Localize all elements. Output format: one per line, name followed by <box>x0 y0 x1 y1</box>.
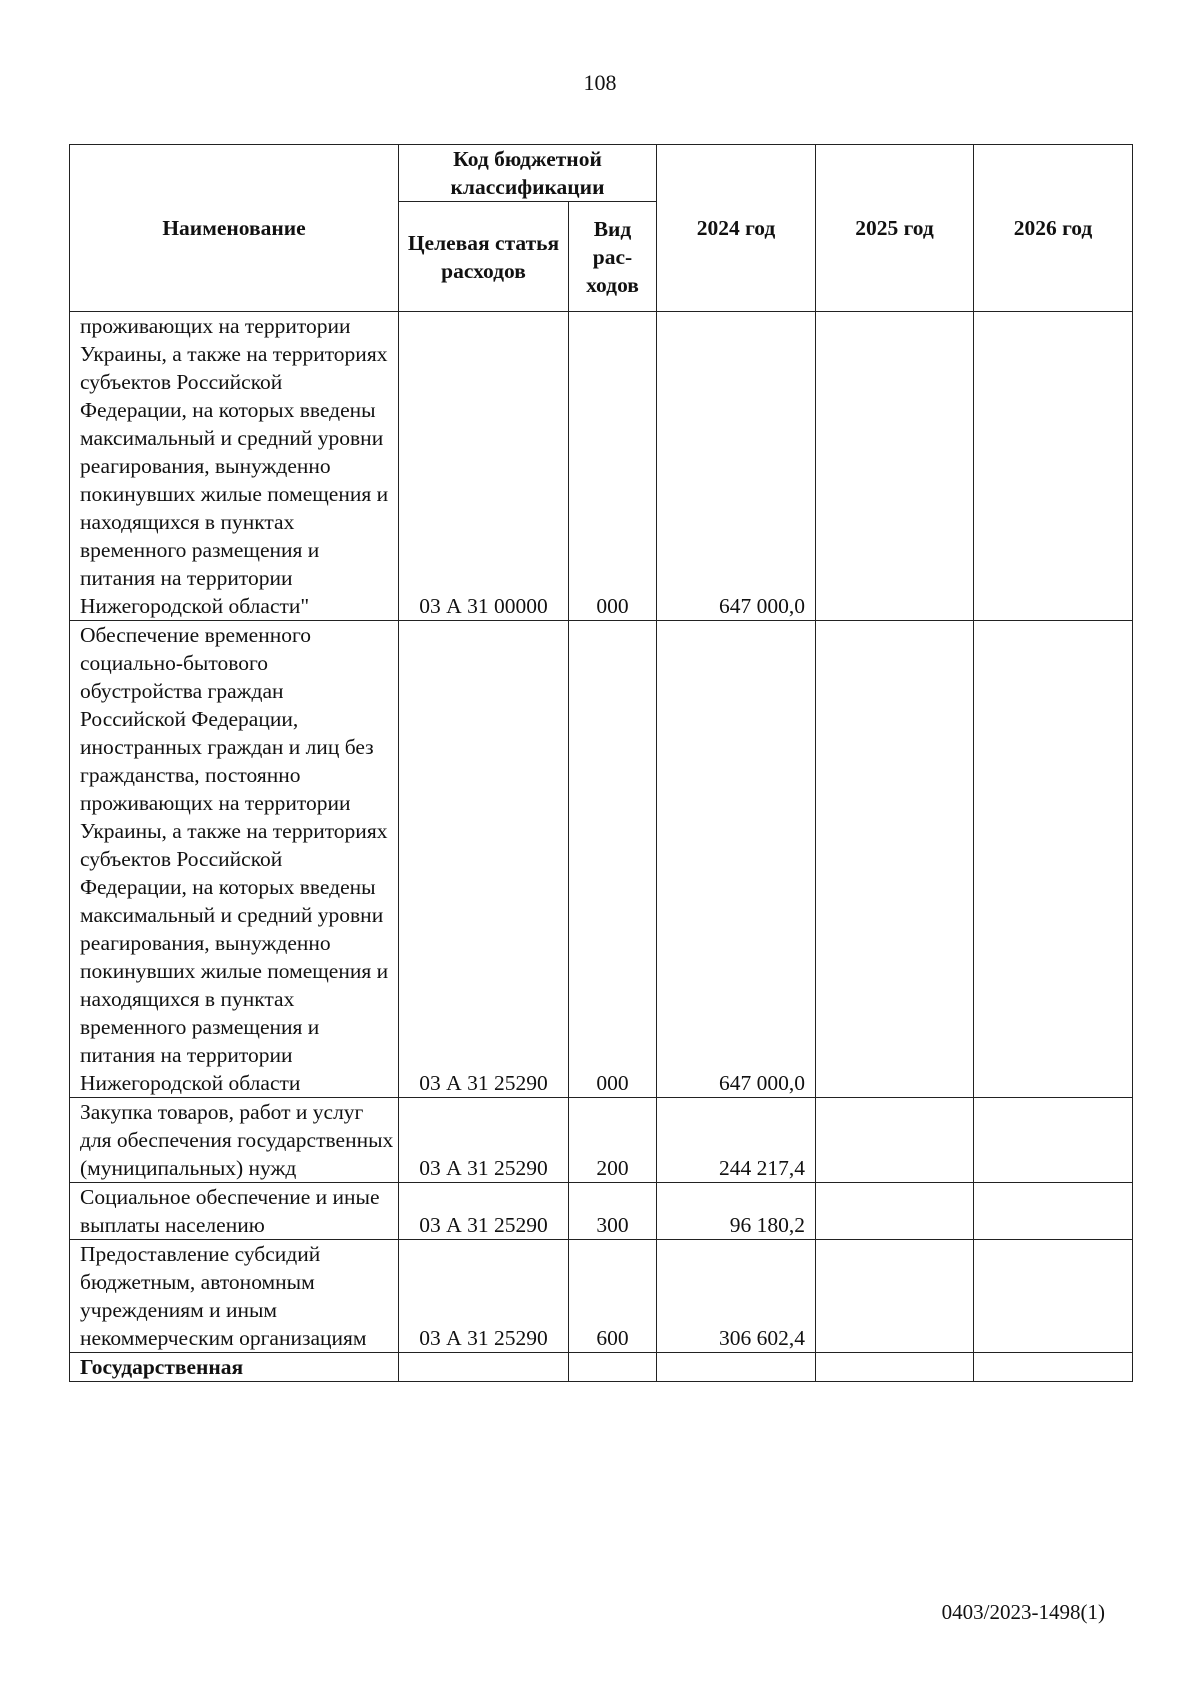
row-target-item: 03 А 31 25290 <box>399 1240 569 1353</box>
row-expense-type <box>569 1353 657 1382</box>
row-target-item <box>399 1353 569 1382</box>
row-expense-type: 000 <box>569 621 657 1098</box>
row-name: Государственная <box>70 1353 399 1382</box>
row-name: Социальное обеспечение и иные выплаты населению <box>70 1183 399 1240</box>
row-amount-2026 <box>974 312 1133 621</box>
row-amount-2025 <box>816 1240 974 1353</box>
page-number: 108 <box>583 70 617 95</box>
row-amount-2026 <box>974 1353 1133 1382</box>
row-amount-2024: 96 180,2 <box>657 1183 816 1240</box>
row-amount-2024: 647 000,0 <box>657 312 816 621</box>
row-target-item: 03 А 31 25290 <box>399 1098 569 1183</box>
budget-table <box>69 144 1133 1382</box>
row-amount-2024: 306 602,4 <box>657 1240 816 1353</box>
header-row-top <box>70 145 1133 202</box>
table-row <box>70 1183 1133 1240</box>
row-target-item: 03 А 31 25290 <box>399 621 569 1098</box>
header-name: Наименование <box>70 145 399 312</box>
row-amount-2025 <box>816 1183 974 1240</box>
row-expense-type: 200 <box>569 1098 657 1183</box>
row-name: Предоставление субсидий бюджетным, автономным учреждениям и иным некоммерческим организациям <box>70 1240 399 1353</box>
row-amount-2025 <box>816 312 974 621</box>
row-amount-2025 <box>816 1353 974 1382</box>
row-target-item: 03 А 31 25290 <box>399 1183 569 1240</box>
row-amount-2025 <box>816 621 974 1098</box>
row-expense-type: 600 <box>569 1240 657 1353</box>
row-expense-type: 000 <box>569 312 657 621</box>
header-2026: 2026 год <box>974 145 1133 312</box>
table-row <box>70 621 1133 1098</box>
row-amount-2025 <box>816 1098 974 1183</box>
row-amount-2024: 647 000,0 <box>657 621 816 1098</box>
table-row <box>70 1098 1133 1183</box>
header-classification: Код бюджетной классификации <box>399 145 657 202</box>
row-amount-2026 <box>974 621 1133 1098</box>
row-amount-2024: 244 217,4 <box>657 1098 816 1183</box>
row-amount-2026 <box>974 1183 1133 1240</box>
table-row <box>70 1240 1133 1353</box>
header-target-item: Целевая статья расходов <box>399 202 569 312</box>
row-name: проживающих на территории Украины, а также на территориях субъектов Российской Федерации, на которых введены максимальный и средний уровни реагирования, вынужденно покинувших жилые помещения и находящихся в пунктах временного размещения и питания на территории Нижегородской области" <box>70 312 399 621</box>
table-row <box>70 312 1133 621</box>
row-amount-2024 <box>657 1353 816 1382</box>
row-expense-type: 300 <box>569 1183 657 1240</box>
row-name: Закупка товаров, работ и услуг для обеспечения государственных (муниципальных) нужд <box>70 1098 399 1183</box>
table-row <box>70 1353 1133 1382</box>
header-2025: 2025 год <box>816 145 974 312</box>
header-2024: 2024 год <box>657 145 816 312</box>
row-target-item: 03 А 31 00000 <box>399 312 569 621</box>
document-number: 0403/2023-1498(1) <box>941 1600 1105 1624</box>
row-amount-2026 <box>974 1098 1133 1183</box>
row-amount-2026 <box>974 1240 1133 1353</box>
row-name: Обеспечение временного социально-бытового обустройства граждан Российской Федерации, иностранных граждан и лиц без гражданства, постоянно проживающих на территории Украины, а также на территориях субъектов Российской Федерации, на которых введены максимальный и средний уровни реагирования, вынужденно покинувших жилые помещения и находящихся в пунктах временного размещения и питания на территории Нижегородской области <box>70 621 399 1098</box>
header-expense-type: Вид рас-ходов <box>569 202 657 312</box>
